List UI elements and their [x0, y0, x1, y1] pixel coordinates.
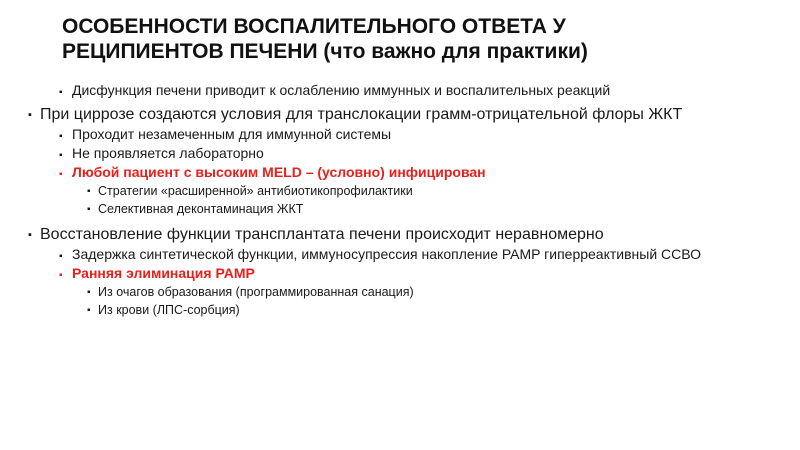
list-item-text: Восстановление функции трансплантата печени происходит неравномерно	[40, 226, 604, 243]
list-item	[0, 105, 760, 124]
title-line-2: РЕЦИПИЕНТОВ ПЕЧЕНИ (что важно для практики)	[62, 40, 588, 63]
bullet-icon: ▪	[59, 131, 63, 142]
list-item-text: Не проявляется лабораторно	[72, 145, 264, 161]
list-item	[0, 183, 760, 199]
list-item	[0, 225, 760, 244]
list-item-text: Стратегии «расширенной» антибиотикопрофилактики	[98, 184, 413, 198]
list-item-highlighted	[0, 164, 760, 181]
list-item-text: Из крови (ЛПС-сорбция)	[98, 303, 240, 317]
list-item	[0, 302, 760, 318]
bullet-list	[0, 80, 800, 318]
bullet-icon: ▪	[87, 287, 91, 298]
list-item-text: Проходит незамеченным для иммунной системы	[72, 126, 392, 142]
bullet-icon: ▪	[28, 109, 32, 121]
list-item-text: Из очагов образования (программированная санация)	[98, 285, 414, 299]
list-item-text: Дисфункция печени приводит к ослаблению иммунных и воспалительных реакций	[72, 82, 611, 98]
bullet-icon: ▪	[59, 150, 63, 161]
list-item-text: Любой пациент с высоким MELD – (условно) инфицирован	[72, 164, 486, 180]
bullet-icon: ▪	[28, 229, 32, 241]
list-item	[0, 82, 760, 99]
bullet-icon: ▪	[59, 270, 63, 281]
list-item-text: Ранняя элиминация PAMP	[72, 265, 255, 281]
list-item	[0, 201, 760, 217]
bullet-icon: ▪	[87, 204, 91, 215]
list-item	[0, 145, 760, 162]
list-item-highlighted	[0, 265, 760, 282]
bullet-icon: ▪	[59, 251, 63, 262]
bullet-icon: ▪	[59, 87, 63, 98]
list-item	[0, 126, 760, 143]
title-line-1: ОСОБЕННОСТИ ВОСПАЛИТЕЛЬНОГО ОТВЕТА У	[62, 15, 566, 38]
bullet-icon: ▪	[59, 169, 63, 180]
list-item-text: Селективная деконтаминация ЖКТ	[98, 202, 304, 216]
list-item-text: Задержка синтетической функции, иммуносупрессия накопление PAMP гиперреактивный ССВО	[72, 246, 702, 262]
list-item	[0, 284, 760, 300]
slide-title	[62, 14, 782, 64]
list-item-text: При циррозе создаются условия для транслокации грамм-отрицательной флоры ЖКТ	[40, 106, 683, 123]
list-item	[0, 246, 760, 263]
bullet-icon: ▪	[87, 186, 91, 197]
bullet-icon: ▪	[87, 305, 91, 316]
